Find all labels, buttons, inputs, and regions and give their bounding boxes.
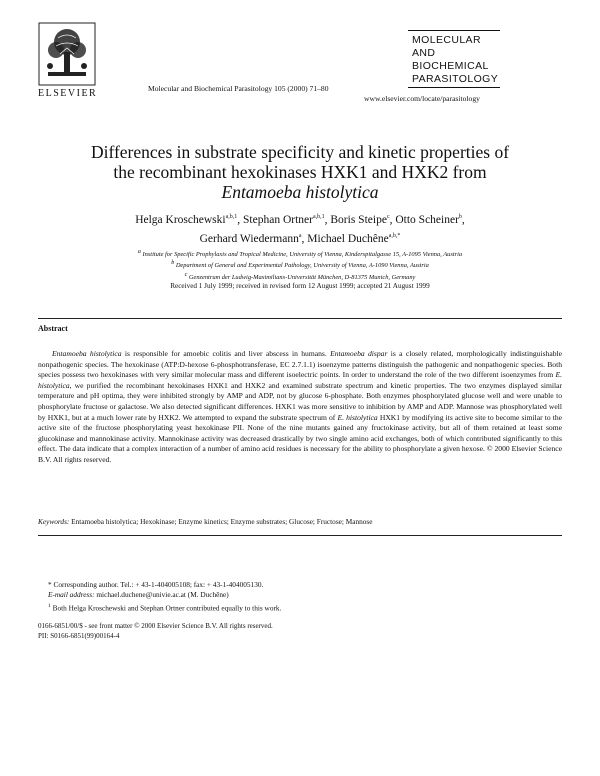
front-matter-line: 0166-6851/00/$ - see front matter © 2000 Elsevier Science B.V. All rights reserved. [38,622,273,630]
divider [38,535,562,536]
species-name: E. histolytica [38,370,562,390]
species-name: E. histolytica [337,412,378,422]
journal-url[interactable]: www.elsevier.com/locate/parasitology [364,94,480,103]
article-dates: Received 1 July 1999; received in revised form 12 August 1999; accepted 21 August 1999 [170,282,430,290]
affiliation-mark: a [137,249,141,255]
title-line: the recombinant hexokinases HXK1 and HXK2 from [113,162,487,182]
author [200,233,308,245]
affiliation [20,259,580,270]
divider [38,318,562,319]
species-name: Entamoeba dispar [330,349,388,358]
footnote-text: Both Helga Kroschewski and Stephan Ortner contributed equally to this work. [50,603,282,613]
journal-title-line: BIOCHEMICAL [412,60,489,72]
author-separator: , [301,232,308,245]
journal-title [408,30,500,88]
author-separator: , [237,213,244,226]
affiliation-list [20,248,580,282]
title-line-species: Entamoeba histolytica [221,182,379,202]
author-affiliation-mark: a [298,232,302,239]
abstract-heading: Abstract [38,324,68,333]
author-separator: , [461,213,465,226]
author-affiliation-mark: b [458,214,462,220]
journal-title-line: AND [412,47,436,59]
footnotes [48,580,281,614]
author-name: Gerhard Wiedermann [199,232,299,245]
keywords-list: Entamoeba histolytica; Hexokinase; Enzyme kinetics; Enzyme substrates; Glucose; Fructose; Mannose [69,517,373,526]
author-affiliation-mark: a,b,1 [312,214,325,220]
author-name: Boris Steipe [330,213,387,226]
affiliation-text: Institute for Specific Prophylaxis and Tropical Medicine, University of Vienna, Kinderspitalgasse 15, A-1095 Vienna, Austria [142,251,463,259]
author-name: Michael Duchêne [307,232,389,245]
publisher-name: ELSEVIER [38,88,98,99]
author-name: Helga Kroschewski [135,213,226,226]
author [135,214,243,226]
journal-title-line: MOLECULAR [412,34,481,46]
author [243,214,330,226]
species-name: Entamoeba histolytica [52,349,122,358]
author-affiliation-mark: c [386,214,390,220]
author-affiliation-mark: a,b,* [388,232,401,239]
author [307,233,400,245]
author [395,214,464,226]
author-separator: , [324,213,331,226]
footnote-mark: 1 [48,602,51,609]
equal-contribution-note [48,601,281,614]
abstract-body [38,349,562,466]
author-name: Otto Scheiner [395,213,459,226]
author-separator: , [389,213,396,226]
author-list [20,209,580,247]
affiliation-text: Department of General and Experimental Pathology, University of Vienna, A-1090 Vienna, Austria [175,262,429,270]
keywords [38,517,562,526]
pii-line: PII: S0166-6851(99)00164-4 [38,631,120,640]
article-title [20,142,580,202]
affiliation [20,248,580,259]
author-affiliation-mark: a,b,1 [225,214,238,220]
keywords-label: Keywords: [38,517,70,526]
title-line: Differences in substrate specificity and kinetic properties of [90,142,510,162]
author [330,214,395,226]
affiliation-text: Genzentrum der Ludwig-Maximilians-Universität München, D-81375 Munich, Germany [188,273,416,281]
abstract-text: HXK1 by modifying its active site to become similar to the active site of the fructose phosphorylating yeast hexokinase PII. None of the nine mutants gained any fructokinase activity, but all of them retained at least some glucokinase and mannokinase activity. Mannokinase activity was decreased drastically by two single amino acid exchanges, both of which contributed significantly to this effect. The data indicate that a complex interaction of a number of amino acid residues is necessary for the ability to phosphorylate a given hexose. © 2000 Elsevier Science B.V. All rights reserved. [38,412,562,464]
abstract-text: , we purified the recombinant hexokinases HXK1 and HXK2 and examined substrate spectrum and kinetic properties. The two enzymes displayed similar temperature and pH optima, they were inhibited strongly by AMP and ADP, not by glucose 6-phosphate. Both enzymes phosphorylated glucose well and were unable to phosphorylate fructose or galactose. We also detected significant differences. HXK1 was more sensitive to inhibition by AMP and ADP. Mannose was phosphorylated well by HXK1, but at a much lower rate by HXK2. We attempted to expand the substrate spectrum of [38,380,562,422]
email-label: E-mail address: [48,590,95,600]
corresponding-author-note: * Corresponding author. Tel.: + 43-1-404005108; fax: + 43-1-404005130. [48,580,264,589]
elsevier-tree-logo [38,22,96,86]
affiliation [20,271,580,282]
email-address[interactable]: michael.duchene@univie.ac.at (M. Duchêne) [94,590,229,600]
abstract-text: is a closely related, morphologically indistinguishable nonpathogenic species. The hexokinase (ATP:D-hexose 6-phosphotransferase, EC 2.7.1.1) isoenzyme patterns distinguish the pathogenic and nonpathogenic species. Both species possess two hexokinases with very similar molecular mass and different isoelectric points. In order to understand the role of the two different isoenzymes from [38,349,562,380]
journal-title-line: PARASITOLOGY [412,73,499,85]
affiliation-mark: c [184,271,188,278]
author-name: Stephan Ortner [243,213,313,226]
journal-citation: Molecular and Biochemical Parasitology 105 (2000) 71–80 [148,84,329,93]
issn-block [38,622,273,642]
abstract-text: is responsible for amoebic colitis and liver abscess in humans. [121,349,331,358]
email-note [48,590,281,600]
affiliation-mark: b [171,260,175,267]
